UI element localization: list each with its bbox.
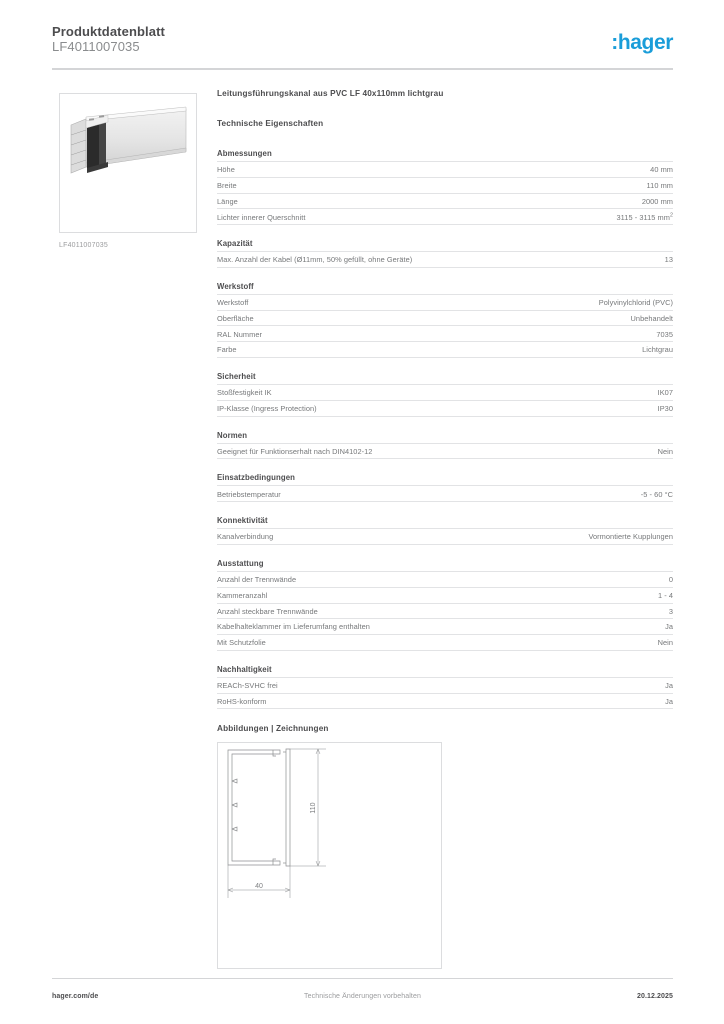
- spec-label: Kanalverbindung: [217, 532, 274, 542]
- spec-group: [217, 472, 673, 502]
- product-photo-illustration: [66, 105, 190, 181]
- spec-value: Ja: [665, 681, 673, 691]
- spec-row: [217, 325, 673, 341]
- spec-value: Unbehandelt: [630, 313, 673, 323]
- dim-height-label: 110: [310, 802, 317, 814]
- spec-value: Nein: [657, 638, 673, 648]
- footer-disclaimer: Technische Änderungen vorbehalten: [304, 993, 421, 1000]
- logo-wordmark: hager: [617, 31, 673, 54]
- spec-row: [217, 177, 673, 193]
- spec-value: IP30: [657, 404, 673, 413]
- spec-label: Kammeranzahl: [217, 590, 268, 600]
- spec-label: Betriebstemperatur: [217, 489, 281, 499]
- spec-row: [217, 208, 673, 225]
- spec-group: [217, 148, 673, 225]
- spec-row: [217, 341, 673, 358]
- spec-label: Farbe: [217, 345, 237, 355]
- spec-label: Werkstoff: [217, 298, 249, 308]
- spec-label: Stoßfestigkeit IK: [217, 388, 272, 398]
- spec-row: [217, 384, 673, 400]
- technical-properties-title: Technische Eigenschaften: [217, 119, 324, 128]
- spec-content: [217, 88, 673, 969]
- dim-width-label: 40: [255, 883, 263, 891]
- footer-website-link[interactable]: hager.com/de: [52, 993, 99, 1000]
- spec-row: [217, 603, 673, 619]
- spec-row: [217, 571, 673, 587]
- footer-divider: [52, 978, 673, 979]
- spec-label: Mit Schutzfolie: [217, 638, 266, 648]
- spec-value: IK07: [657, 388, 673, 398]
- spec-group: [217, 238, 673, 268]
- product-figure: [59, 93, 197, 249]
- spec-group: [217, 371, 673, 417]
- spec-value-superscript: 2: [669, 212, 673, 219]
- spec-value: -5 - 60 °C: [640, 489, 673, 499]
- spec-row: [217, 677, 673, 693]
- spec-row: [217, 485, 673, 502]
- spec-label: Geeignet für Funktionserhalt nach DIN4102-12: [217, 446, 373, 456]
- spec-label: Länge: [217, 196, 238, 206]
- spec-value: Nein: [657, 446, 673, 456]
- spec-value: Polyvinylchlorid (PVC): [598, 298, 673, 308]
- spec-value: 1 - 4: [657, 590, 673, 600]
- product-image-caption: LF4011007035: [59, 242, 108, 249]
- spec-label: Anzahl steckbare Trennwände: [217, 606, 318, 616]
- spec-group: [217, 515, 673, 545]
- drawings-title: Abbildungen | Zeichnungen: [217, 724, 329, 734]
- spec-value: Vormontierte Kupplungen: [588, 532, 673, 542]
- spec-label: RAL Nummer: [217, 329, 262, 339]
- product-image: [59, 93, 197, 233]
- spec-row: [217, 693, 673, 710]
- spec-group-title: Normen: [217, 430, 248, 440]
- header-divider: [52, 68, 673, 70]
- spec-group-title: Sicherheit: [217, 372, 256, 382]
- spec-value: 40 mm: [650, 165, 673, 175]
- spec-value: Ja: [665, 622, 673, 632]
- spec-label: Breite: [217, 180, 237, 190]
- product-reference: LF4011007035: [52, 39, 140, 54]
- spec-value: 13: [664, 255, 673, 265]
- page-title: Produktdatenblatt: [52, 24, 165, 39]
- spec-row: [217, 251, 673, 268]
- spec-label: Max. Anzahl der Kabel (Ø11mm, 50% gefüllt, ohne Geräte): [217, 255, 413, 265]
- footer-date: 20.12.2025: [636, 993, 673, 1000]
- spec-label: Höhe: [217, 165, 235, 175]
- spec-value: [617, 213, 673, 222]
- spec-label: IP-Klasse (Ingress Protection): [217, 404, 317, 413]
- spec-value: 110 mm: [646, 180, 673, 190]
- spec-label: Anzahl der Trennwände: [217, 575, 297, 585]
- spec-label: REACh-SVHC frei: [217, 681, 278, 691]
- spec-row: [217, 634, 673, 651]
- spec-group-title: Einsatzbedingungen: [217, 473, 296, 483]
- page-footer: [52, 993, 673, 1005]
- spec-value: Ja: [665, 696, 673, 706]
- spec-value: 2000 mm: [641, 196, 673, 206]
- product-name: Leitungsführungskanal aus PVC LF 40x110mm lichtgrau: [217, 89, 444, 98]
- spec-row: [217, 443, 673, 460]
- spec-group: [217, 664, 673, 710]
- hager-logo[interactable]: [611, 32, 673, 53]
- spec-value: 0: [668, 575, 673, 585]
- spec-group-title: Ausstattung: [217, 558, 264, 568]
- logo-colon-icon: :: [611, 31, 618, 54]
- spec-group-title: Konnektivität: [217, 516, 268, 526]
- cross-section-drawing: [218, 743, 441, 968]
- spec-group: [217, 558, 673, 651]
- spec-value: 7035: [656, 329, 673, 339]
- spec-value: 3: [668, 606, 673, 616]
- spec-value: Lichtgrau: [642, 345, 673, 355]
- technical-drawing: [217, 742, 442, 969]
- spec-row: [217, 310, 673, 326]
- spec-group-title: Kapazität: [217, 239, 253, 249]
- spec-groups: [217, 148, 673, 709]
- spec-group: [217, 281, 673, 358]
- spec-label: RoHS-konform: [217, 696, 267, 706]
- spec-group-title: Werkstoff: [217, 281, 254, 291]
- spec-row: [217, 161, 673, 177]
- spec-row: [217, 528, 673, 545]
- spec-label: Oberfläche: [217, 313, 254, 323]
- spec-group-title: Nachhaltigkeit: [217, 664, 272, 674]
- spec-label: Lichter innerer Querschnitt: [217, 212, 306, 222]
- spec-row: [217, 618, 673, 634]
- spec-row: [217, 587, 673, 603]
- spec-value-text: 3115 - 3115 mm: [616, 212, 670, 222]
- spec-row: [217, 294, 673, 310]
- spec-group: [217, 430, 673, 460]
- spec-label: Kabelhalteklammer im Lieferumfang enthalten: [217, 622, 370, 632]
- spec-row: [217, 400, 673, 417]
- spec-group-title: Abmessungen: [217, 149, 272, 158]
- page-header: [52, 24, 673, 70]
- spec-row: [217, 193, 673, 209]
